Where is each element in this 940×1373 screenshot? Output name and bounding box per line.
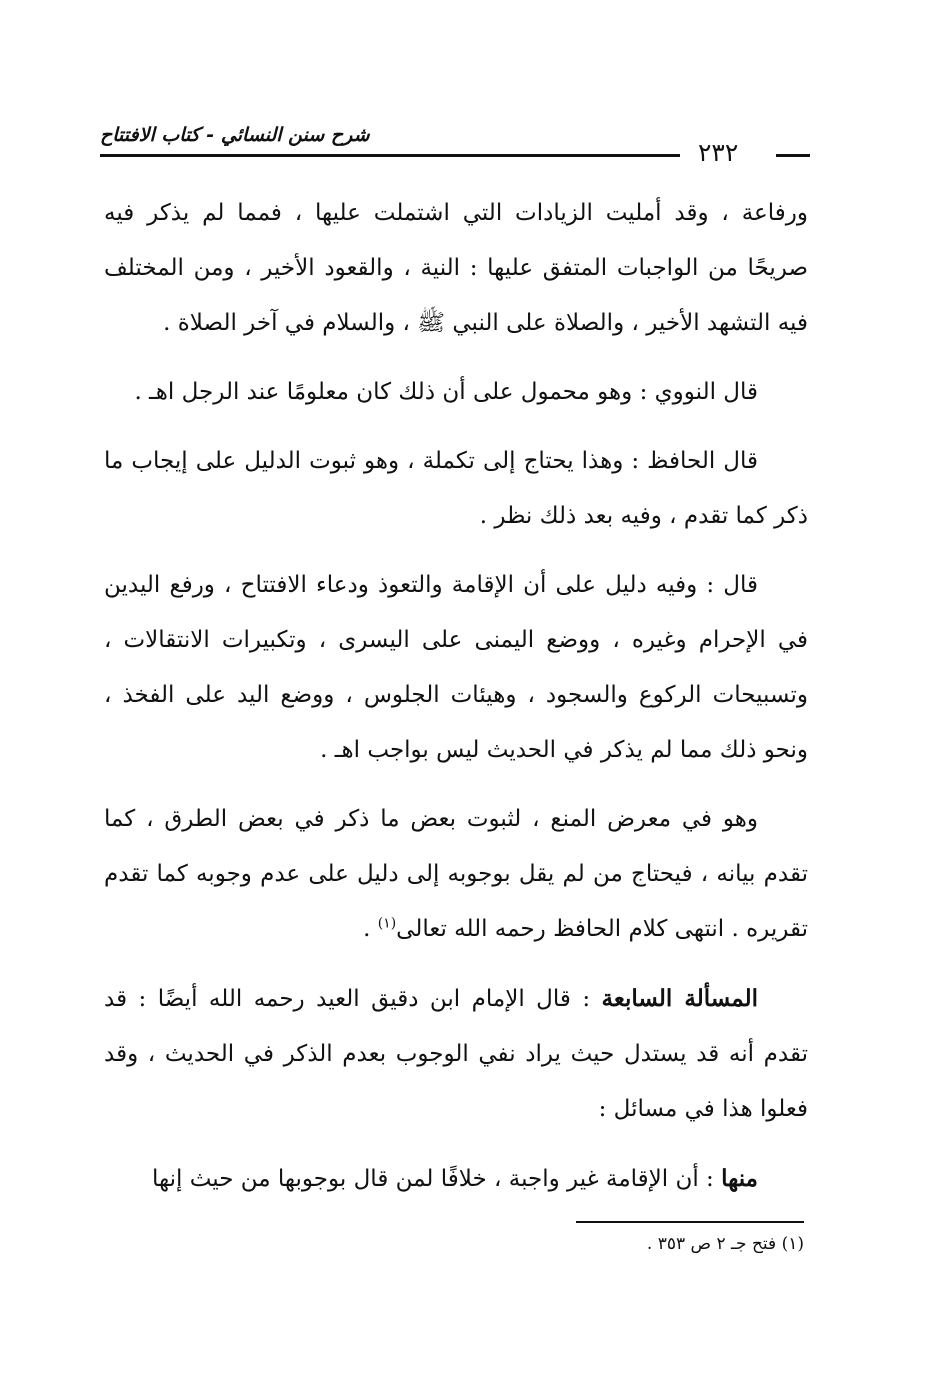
footnotes [400, 1232, 804, 1256]
footnote-item: (١) فتح جـ ٢ ص ٣٥٣ . [646, 1234, 804, 1254]
paragraph [104, 1151, 808, 1207]
paragraph [104, 558, 808, 778]
running-title: شرح سنن النسائي - كتاب الافتتاح [100, 124, 370, 146]
text-run: قال الحافظ : وهذا يحتاج إلى تكملة ، وهو ثبوت الدليل على إيجاب ما ذكر كما تقدم ، وفيه بعد ذلك نظر . [104, 448, 808, 529]
text-run: : قال الإمام ابن دقيق العيد رحمه الله أيضًا : قد تقدم أنه قد يستدل حيث يراد نفي الوجوب بعدم الذكر في الحديث ، وقد فعلوا هذا في مسائل : [104, 986, 808, 1122]
footnote-reference: (١) [377, 915, 397, 932]
body-text [104, 186, 808, 1221]
header-rule [100, 154, 680, 157]
section-heading: منها [721, 1165, 758, 1192]
paragraph [104, 971, 808, 1137]
footnote-separator [576, 1221, 804, 1223]
paragraph [104, 792, 808, 957]
section-heading: المسألة السابعة [601, 985, 758, 1012]
text-run: ورفاعة ، وقد أمليت الزيادات التي اشتملت عليها ، فمما لم يذكر فيه صريحًا من الواجبات المتفق عليها : النية ، والقعود الأخير ، ومن المختلف فيه التشهد الأخير ، والصلاة على النبي ﷺ ، والسلام في آخر الصلاة . [104, 200, 808, 336]
text-run: وهو في معرض المنع ، لثبوت بعض ما ذكر في بعض الطرق ، كما تقدم بيانه ، فيحتاج من لم يقل بوجوبه إلى دليل على عدم وجوبه كما تقدم تقريره . انتهى كلام الحافظ رحمه الله تعالى [104, 806, 808, 942]
paragraph [104, 434, 808, 544]
paragraph [104, 186, 808, 351]
paragraph [104, 365, 808, 420]
text-run: قال : وفيه دليل على أن الإقامة والتعوذ ودعاء الافتتاح ، ورفع اليدين في الإحرام وغيره ، ووضع اليمنى على اليسرى ، وتكبيرات الانتقالات ، وتسبيحات الركوع والسجود ، وهيئات الجلوس ، ووضع اليد على الفخذ ، ونحو ذلك مما لم يذكر في الحديث ليس بواجب اهـ . [104, 572, 808, 763]
text-run: قال النووي : وهو محمول على أن ذلك كان معلومًا عند الرجل اهـ . [134, 379, 758, 405]
text-run: : أن الإقامة غير واجبة ، خلافًا لمن قال بوجوبها من حيث إنها [151, 1166, 722, 1192]
running-header [100, 118, 810, 168]
text-run: . [363, 916, 378, 942]
page-number: ٢٣٢ [698, 138, 739, 167]
header-rule-short [776, 154, 810, 157]
